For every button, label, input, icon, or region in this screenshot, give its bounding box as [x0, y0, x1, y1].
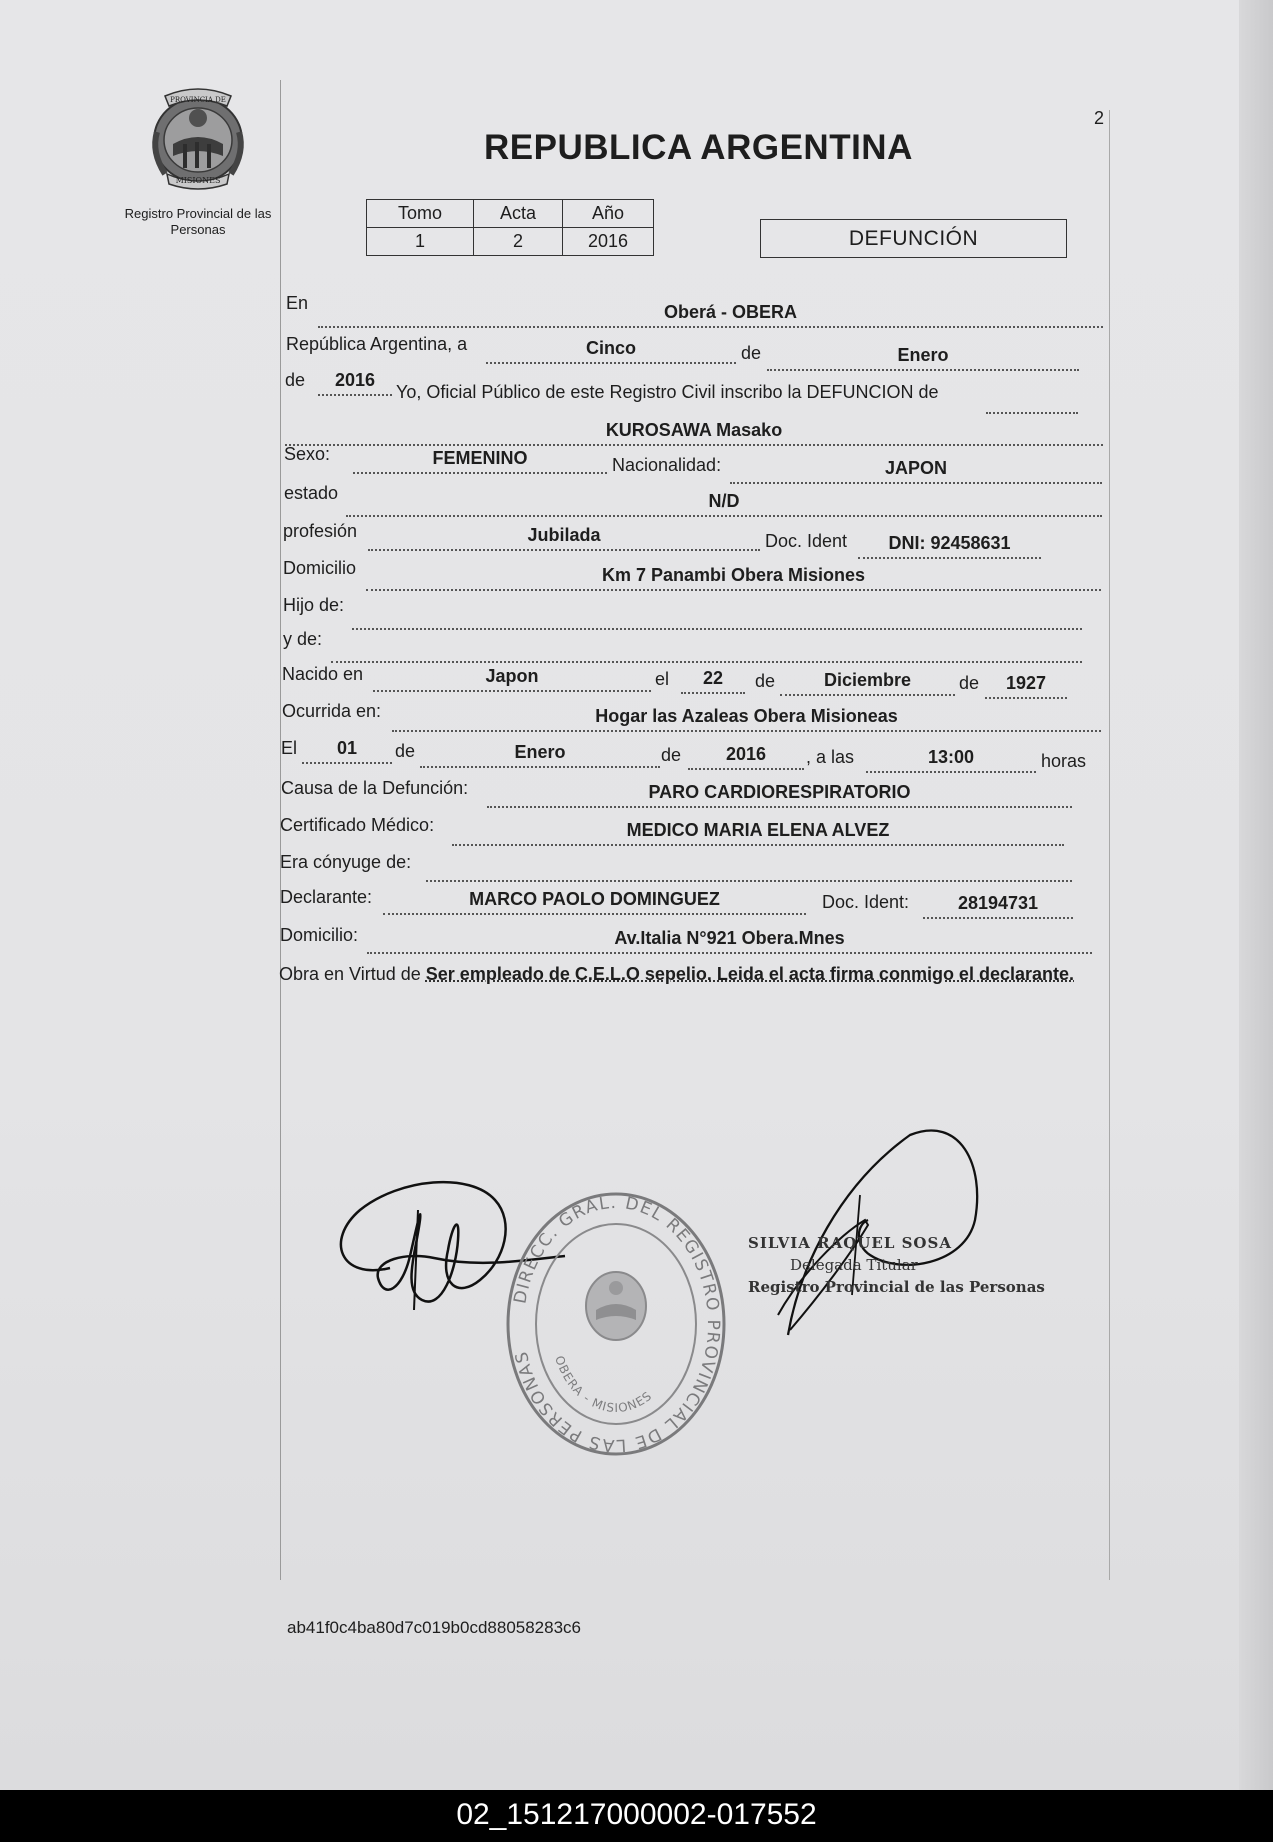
- declarante-label: Declarante:: [280, 887, 373, 907]
- a-las-label: , a las: [806, 747, 855, 767]
- page-edge: [1239, 0, 1273, 1790]
- doc-ident-value: DNI: 92458631: [888, 533, 1011, 553]
- birth-month: Diciembre: [823, 670, 912, 690]
- republica-label: República Argentina, a: [286, 334, 468, 354]
- record-type-box: DEFUNCIÓN: [760, 219, 1067, 258]
- profesion-field: [368, 525, 760, 551]
- doc-ident-field: [858, 533, 1041, 559]
- record-header-tomo: Tomo: [367, 200, 474, 228]
- nacido-label: Nacido en: [282, 664, 364, 684]
- seal-inner-text: [552, 1354, 655, 1415]
- nacido-value: Japon: [485, 666, 539, 686]
- record-header-ano: Año: [563, 200, 654, 228]
- decl-doc-label: Doc. Ident:: [822, 892, 910, 912]
- month-value: Enero: [897, 345, 949, 365]
- en-label: En: [286, 293, 309, 313]
- ocurrida-value: Hogar las Azaleas Obera Misioneas: [595, 706, 898, 726]
- de-label-3: de: [755, 671, 776, 691]
- oficial-blank: [986, 388, 1078, 414]
- hijo-label: Hijo de:: [283, 595, 345, 615]
- de-label-5: de: [395, 741, 416, 761]
- obra-label: Obra en Virtud de: [279, 964, 421, 984]
- causa-value: PARO CARDIORESPIRATORIO: [648, 782, 911, 802]
- oficial-text: Yo, Oficial Público de este Registro Civil inscribo la DEFUNCION de: [396, 382, 939, 402]
- birth-month-field: [780, 670, 955, 696]
- day-field: [486, 338, 736, 364]
- record-value-acta: 2: [474, 228, 563, 256]
- decl-domicilio-value: Av.Italia N°921 Obera.Mnes: [614, 928, 845, 948]
- signatory-role: Delegada Titular: [790, 1256, 918, 1274]
- estado-field: [346, 491, 1102, 517]
- decl-domicilio-field: [367, 928, 1092, 954]
- seal-emblem-icon: [586, 1272, 646, 1340]
- conyuge-field: [426, 856, 1072, 882]
- seal-inner-textpath: OBERA - MISIONES: [552, 1353, 655, 1416]
- nacido-field: [373, 666, 651, 692]
- horas-label: horas: [1041, 751, 1087, 771]
- sexo-value: FEMENINO: [432, 448, 528, 468]
- certificado-value: MEDICO MARIA ELENA ALVEZ: [626, 820, 890, 840]
- emblem-top-text: PROVINCIA DE: [170, 96, 226, 104]
- birth-day-field: [681, 668, 745, 694]
- death-month: Enero: [514, 742, 566, 762]
- record-value-tomo: 1: [367, 228, 474, 256]
- profesion-label: profesión: [283, 521, 358, 541]
- hijo-field: [352, 604, 1082, 630]
- right-margin-line: [1109, 110, 1110, 1580]
- causa-field: [487, 782, 1072, 808]
- document-hash: ab41f0c4ba80d7c019b0cd88058283c6: [287, 1618, 581, 1637]
- decl-doc-field: [923, 893, 1073, 919]
- domicilio-label: Domicilio: [283, 558, 357, 578]
- en-value: Oberá - OBERA: [663, 302, 798, 322]
- death-time: 13:00: [927, 747, 975, 767]
- declarante-field: [383, 889, 806, 915]
- obra-paragraph: [279, 962, 1093, 986]
- record-header-acta: Acta: [474, 200, 563, 228]
- decl-doc-value: 28194731: [957, 893, 1039, 913]
- scan-footer-text: 02_151217000002-017552: [456, 1798, 817, 1831]
- decl-domicilio-label: Domicilio:: [280, 925, 359, 945]
- death-el-label: El: [281, 738, 298, 758]
- obra-value: Ser empleado de C.E.L.O sepelio. Leida el acta firma conmigo el declarante.: [425, 964, 1074, 984]
- deceased-name-field: [285, 420, 1103, 446]
- nacionalidad-label: Nacionalidad:: [612, 455, 722, 475]
- year-value: 2016: [334, 370, 376, 390]
- el-label: el: [655, 669, 670, 689]
- death-year-field: [688, 744, 804, 770]
- ocurrida-field: [392, 706, 1101, 732]
- birth-day: 22: [702, 668, 724, 688]
- en-field: [318, 302, 1103, 328]
- de-label-4: de: [959, 673, 980, 693]
- nacionalidad-value: JAPON: [884, 458, 947, 478]
- signatory-office: Registro Provincial de las Personas: [748, 1278, 1045, 1296]
- y-de-field: [331, 637, 1082, 663]
- signatory-name: SILVIA RAQUEL SOSA: [748, 1234, 952, 1252]
- sexo-label: Sexo:: [284, 444, 331, 464]
- page-title: REPUBLICA ARGENTINA: [484, 128, 913, 167]
- registry-seal: [502, 1188, 730, 1460]
- death-month-field: [420, 742, 660, 768]
- de-label-6: de: [661, 745, 682, 765]
- province-emblem-icon: [143, 82, 253, 192]
- de-label-2: de: [285, 370, 306, 390]
- death-year: 2016: [725, 744, 767, 764]
- nacionalidad-field: [730, 458, 1102, 484]
- record-table: [366, 199, 654, 256]
- death-day-field: [302, 738, 392, 764]
- profesion-value: Jubilada: [527, 525, 601, 545]
- certificado-label: Certificado Médico:: [280, 815, 435, 835]
- signatory-block: [748, 1232, 1045, 1298]
- emblem-bottom-text: MISIONES: [175, 176, 221, 185]
- page-number: 2: [1094, 108, 1105, 128]
- record-value-ano: 2016: [563, 228, 654, 256]
- month-field: [767, 345, 1079, 371]
- year-field: [318, 370, 392, 396]
- death-time-field: [866, 747, 1036, 773]
- doc-ident-label: Doc. Ident: [765, 531, 848, 551]
- birth-year-field: [985, 673, 1067, 699]
- birth-year: 1927: [1005, 673, 1047, 693]
- seal-outer-textpath: DIRECC. GRAL. DEL REGISTRO PROVINCIAL DE LAS PERSONAS: [510, 1192, 724, 1456]
- causa-label: Causa de la Defunción:: [281, 778, 469, 798]
- conyuge-label: Era cónyuge de:: [280, 852, 412, 872]
- day-value: Cinco: [585, 338, 636, 358]
- registry-name: Registro Provincial de las Personas: [124, 206, 272, 237]
- domicilio-field: [366, 565, 1101, 591]
- ocurrida-label: Ocurrida en:: [282, 701, 382, 721]
- domicilio-value: Km 7 Panambi Obera Misiones: [601, 565, 866, 585]
- deceased-name: KUROSAWA Masako: [605, 420, 783, 440]
- sexo-field: [353, 448, 607, 474]
- de-label-1: de: [741, 343, 762, 363]
- estado-label: estado: [284, 483, 339, 503]
- certificado-field: [452, 820, 1064, 846]
- estado-value: N/D: [708, 491, 740, 511]
- declarante-value: MARCO PAOLO DOMINGUEZ: [469, 889, 720, 909]
- death-day: 01: [336, 738, 358, 758]
- y-de-label: y de:: [283, 629, 323, 649]
